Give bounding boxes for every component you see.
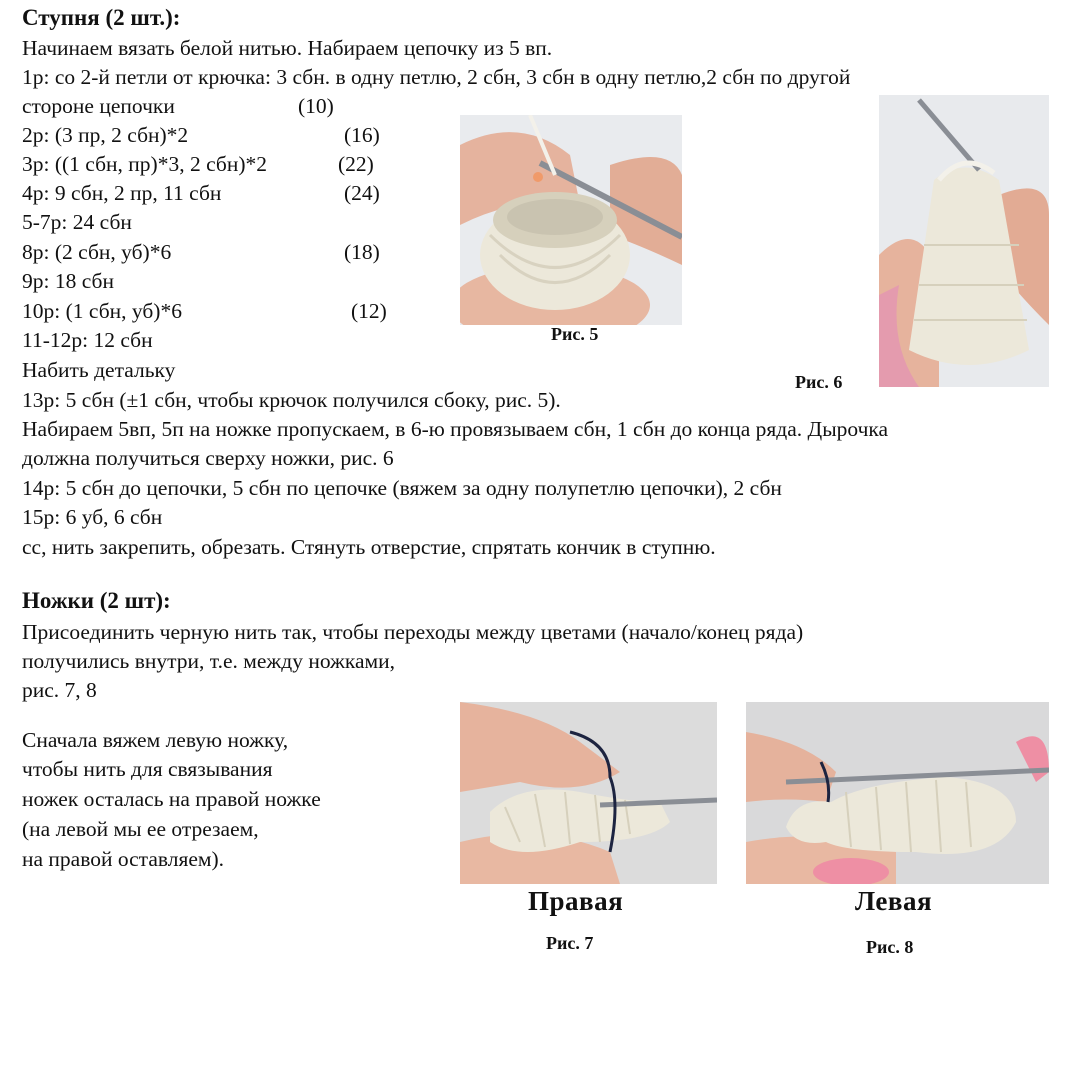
legs-note-line-4: (на левой мы ее отрезаем, <box>22 817 259 841</box>
row-1-line-2: стороне цепочки <box>22 94 175 118</box>
row-11-12: 11-12р: 12 сбн <box>22 328 153 352</box>
row-10-count: (12) <box>351 299 387 323</box>
row-4: 4р: 9 сбн, 2 пр, 11 сбн <box>22 181 222 205</box>
right-leg-label: Правая <box>528 886 624 916</box>
legs-line-1: Присоединить черную нить так, чтобы переходы между цветами (начало/конец ряда) <box>22 620 804 644</box>
row-3-count: (22) <box>338 152 374 176</box>
row-13: 13р: 5 сбн (±1 сбн, чтобы крючок получился сбоку, рис. 5). <box>22 388 561 412</box>
row-3: 3р: ((1 сбн, пр)*3, 2 сбн)*2 <box>22 152 267 176</box>
figure-8-photo <box>746 702 1049 884</box>
chain-line-1: Набираем 5вп, 5п на ножке пропускаем, в 6-ю провязываем сбн, 1 сбн до конца ряда. Дырочка <box>22 417 889 441</box>
row-9: 9р: 18 сбн <box>22 269 114 293</box>
legs-note-line-1: Сначала вяжем левую ножку, <box>22 728 289 752</box>
row-5-7: 5-7р: 24 сбн <box>22 210 132 234</box>
row-1-count: (10) <box>298 94 334 118</box>
row-8-count: (18) <box>344 240 380 264</box>
legs-note-line-5: на правой оставляем). <box>22 847 225 871</box>
row-2-count: (16) <box>344 123 380 147</box>
row-1-line-1: 1р: со 2-й петли от крючка: 3 сбн. в одну петлю, 2 сбн, 3 сбн в одну петлю,2 сбн по другой <box>22 65 851 89</box>
figure-5-photo <box>460 115 682 325</box>
legs-line-2: получились внутри, т.е. между ножками, <box>22 649 396 673</box>
stuff-note: Набить детальку <box>22 358 176 382</box>
figure-7-photo <box>460 702 717 884</box>
figure-6-caption: Рис. 6 <box>795 372 843 392</box>
figure-7-caption: Рис. 7 <box>546 933 594 953</box>
figure-6-photo <box>879 95 1049 387</box>
figure-5-caption: Рис. 5 <box>551 324 599 344</box>
legs-note-line-2: чтобы нить для связывания <box>22 757 273 781</box>
row-8: 8р: (2 сбн, уб)*6 <box>22 240 172 264</box>
legs-heading: Ножки (2 шт): <box>22 588 171 613</box>
legs-note-line-3: ножек осталась на правой ножке <box>22 787 321 811</box>
foot-intro: Начинаем вязать белой нитью. Набираем цепочку из 5 вп. <box>22 36 553 60</box>
row-14: 14р: 5 сбн до цепочки, 5 сбн по цепочке (вяжем за одну полупетлю цепочки), 2 сбн <box>22 476 782 500</box>
row-4-count: (24) <box>344 181 380 205</box>
row-15: 15р: 6 уб, 6 сбн <box>22 505 163 529</box>
legs-line-3: рис. 7, 8 <box>22 678 97 702</box>
figure-8-caption: Рис. 8 <box>866 937 914 957</box>
row-10: 10р: (1 сбн, уб)*6 <box>22 299 182 323</box>
foot-heading: Ступня (2 шт.): <box>22 5 181 30</box>
chain-line-2: должна получиться сверху ножки, рис. 6 <box>22 446 394 470</box>
row-2: 2р: (3 пр, 2 сбн)*2 <box>22 123 189 147</box>
left-leg-label: Левая <box>855 886 933 916</box>
finish-note: сс, нить закрепить, обрезать. Стянуть отверстие, спрятать кончик в ступню. <box>22 535 716 559</box>
